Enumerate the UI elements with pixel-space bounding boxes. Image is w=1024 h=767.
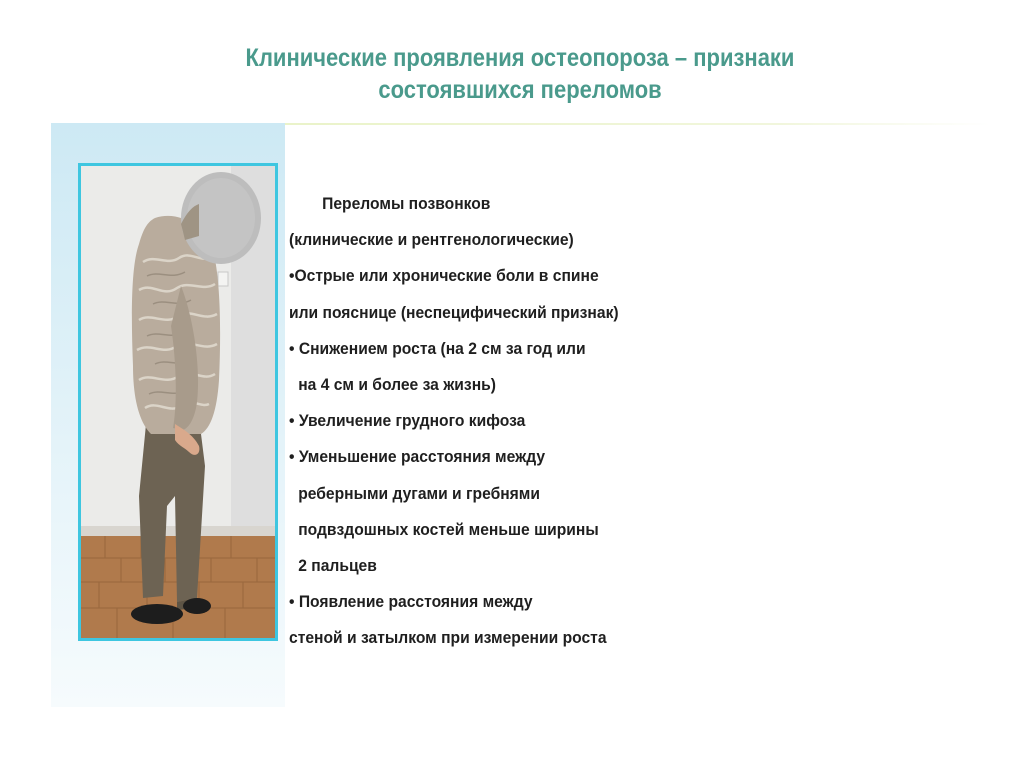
symptoms-list xyxy=(289,186,767,656)
list-item: на 4 см и более за жизнь) xyxy=(298,374,496,394)
list-item: • Появление расстояния между xyxy=(289,592,533,612)
list-item: реберными дугами и гребнями xyxy=(298,483,540,503)
patient-photo-image xyxy=(81,166,275,638)
list-item: • Снижением роста (на 2 см за год или xyxy=(289,338,586,358)
header-divider xyxy=(285,123,990,125)
list-item: 2 пальцев xyxy=(298,555,377,575)
title-line-2: состоявшихся переломов xyxy=(378,76,662,104)
list-item: •Острые или хронические боли в спине xyxy=(289,266,599,286)
list-item: (клинические и рентгенологические) xyxy=(289,230,574,250)
title-line-1: Клинические проявления остеопороза – признаки xyxy=(245,44,795,72)
list-item: • Увеличение грудного кифоза xyxy=(289,411,526,431)
list-item: • Уменьшение расстояния между xyxy=(289,447,546,467)
list-item: подвздошных костей меньше ширины xyxy=(298,519,599,539)
slide-title xyxy=(168,42,872,106)
list-item: стеной и затылком при измерении роста xyxy=(289,628,607,648)
patient-photo xyxy=(78,163,278,641)
list-item: или пояснице (неспецифический признак) xyxy=(289,302,619,322)
heading-vertebral-fractures: Переломы позвонков xyxy=(322,194,491,213)
